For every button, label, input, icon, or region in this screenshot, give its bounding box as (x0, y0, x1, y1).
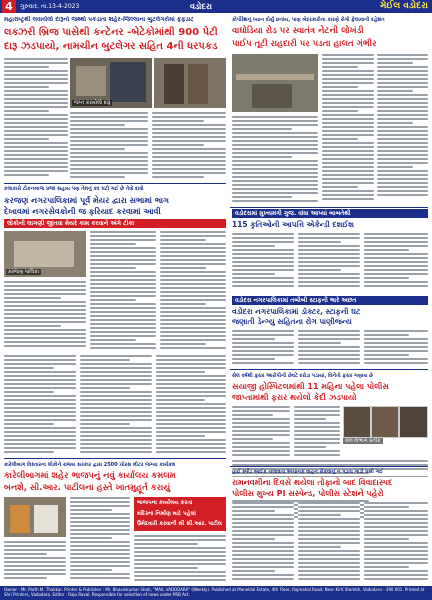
corp-headline-2: દેખાવમાં નગરસેવકોની જ ફરિયાદ કરવામાં આવી (4, 207, 161, 216)
highlight-line-2: મંદિરના નિર્માણ માટે પહેલાં (137, 511, 197, 517)
story-right-body-col-1 (322, 54, 374, 204)
police-kicker: સેલ વર્ષથી ફરાર આરોપીની છેવટે દરોડા પડાયાં, વિનેતો ફરાર ગણાય છે (232, 373, 374, 379)
photo-caption-2: કરજણ પાલિકા (8, 269, 39, 275)
page-number: 4 (2, 0, 16, 13)
mid-story-body-3 (364, 233, 428, 293)
health-headline-1: વડોદરા નગરપાલિકામાં ડૉક્ટર, સ્ટાફની ઘટ (232, 307, 361, 316)
left-lower-body-2 (80, 355, 152, 455)
divider (4, 183, 226, 184)
accused-photo (154, 58, 226, 108)
story-right-body-col-0 (232, 116, 318, 204)
mid-story-bar: વડોદરામાં મુખ્યમંત્રી ગુજ. વાંધા આપ્યાં બાબતેથી (232, 209, 428, 218)
story-left-headline-1: લક્ઝરી બ્રિજ પાસેથી કન્ટેનર -બેટેકોમાંથી 900 પેટી (4, 27, 218, 38)
accident-kicker: હાઈ સ્પીડ બાઈક ચલાવતા અચાનક વાહન રોકવાનું ન પડતા ગાડી ધસી ગઈ (232, 469, 384, 475)
highlight-box (134, 497, 226, 531)
divider (230, 369, 428, 370)
story-left-body-col-1 (4, 58, 68, 178)
divider (230, 466, 428, 467)
city-label: વડોદરા (190, 2, 212, 11)
bottom-left-kicker: કારેલીબાગ વિસ્તારના લોકોને રાજ્ય સરકાર દ્વારા 2500 ચોરસ મીટર જગ્યા કાર્યક્રમ (4, 462, 176, 468)
corp-headline-1: કરજણ નગરપાલિકામાં પૂર્વ મેયર દ્વારા સભામાં ભાગ (4, 196, 169, 205)
date-line: ગુરુવાર, તા.13-4-2023 (20, 3, 80, 10)
corp-body-col-1 (90, 231, 156, 351)
left-lower-body-1 (4, 355, 76, 455)
health-body-1 (232, 330, 294, 366)
divider (4, 458, 226, 459)
left-lower-body-3 (156, 355, 226, 455)
mid-story-headline: 115 કૃતિઓની આપત્તિ એકેન્ડી દશઈશ (232, 220, 354, 229)
police-headline-2: જાપ્તામાંથી ફરાર થયેલો કેદી ઝડપાયો (232, 393, 357, 402)
bottom-left-body-1 (70, 497, 130, 583)
section-name: મેઈલ વડોદરા (380, 1, 428, 11)
broken-pipe-photo (232, 54, 318, 112)
corp-kicker: કલાકારો ટોકનબાજ પ્રજા સહાય પણ તેમનું કદ ઘટી ગઈ છે તેવો દાવો (4, 186, 144, 192)
bottom-left-headline-1: કારેલીબાગમાં શહેર ભાજપનું નવું કાર્યાલય કમલમ (4, 471, 176, 481)
story-right-body-col-2 (377, 54, 428, 204)
bottom-left-body-0 (4, 541, 66, 583)
accident-body-2 (298, 502, 360, 584)
page-header (0, 0, 432, 13)
story-right-headline-2: પાઈપ તૂટી રાહદારી પર પડતા હાલત ગંભીર (232, 39, 377, 49)
bottom-left-headline-2: બનશે, સી.આર. પાટીલના હસ્તે ખાતમુહૂર્ત કરાયું (4, 483, 171, 493)
bottom-left-body-2 (134, 535, 226, 583)
karjan-office-photo (4, 231, 86, 277)
accident-headline-2: પોલીસ મુખ્ય PI સસ્પેન્ડ, પોલીસ સ્ટેશને પહેરો (232, 488, 428, 499)
health-body-2 (298, 330, 360, 366)
corp-body-col-2 (160, 231, 226, 351)
corp-body-col-0 (4, 281, 86, 351)
health-headline-2: જણાતી ડેન્ગ્યુ સહિતના રોગ પાણીજન્ય (232, 317, 352, 326)
imprint-footer: Owner : Mr. Parth M. Thakkar. Printer & Publisher : Mr. Bhavinkumar Shah, "MAIL VADODARA" (Weekly). Published at Maneklal Estate, 4th Floor, Rajmahal Road, Near Kirti Stambh, Vadodara - 390 001. Printed at Shri Printers, Vadodara. Editor : Raju Raval. Responsible for selection of news under PRB Act. (0, 586, 432, 600)
accused-mugshot-2 (371, 406, 399, 438)
highlight-line-1: ભાજપના કાર્યાલય કરતા (137, 500, 193, 506)
story-left-kicker: મહારાષ્ટ્રથી લવાયેલો દારૂનો જથ્થો પકડાતા શહેર-જિલ્લાના બુટલેગરોમાં ફફડાટ (4, 16, 194, 23)
highlight-line-3: ઉમેદવારી કરવાની શ્રી સી.આર. પાટીલ (137, 521, 223, 527)
story-right-kicker: કોર્પોરેશનું ધ્યાન દોર્યું છતાંય, પાણ બેદરકારીના કારણે રોગો ફેલાવાની દહેશત (232, 17, 385, 23)
accident-headline-1: રામનવમીના દિવસે થયેલા તોફાનો બાદ વિવાદાસ્પદ (232, 477, 428, 488)
police-body-1 (232, 406, 290, 458)
mid-story-body-1 (232, 233, 294, 293)
photo-caption-1: જપ્ત કરાયેલો દારૂ (74, 100, 111, 106)
story-left-headline-2: દારૂ ઝડપાયો, નામચીન બુટલેગર સહિત 4ની ધરપકડ (4, 41, 218, 52)
story-right-headline-1: વાઘોડિયા રોડ પર સ્વાતંત્ર નેટની લોખંડી (232, 26, 364, 36)
kamalam-event-photo (4, 497, 66, 537)
health-body-3 (364, 330, 428, 366)
mid-story-body-2 (298, 233, 360, 293)
accident-body-3 (364, 502, 428, 584)
police-body-2 (294, 406, 340, 458)
health-bar: વડોદરા નગરપાલિકામાં તબીબી સ્ટાફની ભારે અછત (232, 296, 428, 305)
story-left-body-col-2 (70, 112, 148, 180)
police-headline-1: સયાજી હોસ્પિટલમાંથી 11 મહિના પહેલા પોલીસ (232, 382, 389, 391)
accused-mugshot-3 (399, 406, 428, 438)
accident-body-1 (232, 502, 294, 584)
story-left-body-col-3 (152, 112, 226, 180)
divider (230, 207, 428, 208)
corp-strip: લોકોની લાગણી જીતવા મેયરે કામ કરવાને અંગે ટીકા (4, 219, 226, 228)
liquor-seizure-photo (70, 58, 152, 108)
accused-mugshot-1 (343, 406, 371, 438)
photo-caption-3: સેલ વિભાગ પ્રતીક (345, 438, 381, 444)
